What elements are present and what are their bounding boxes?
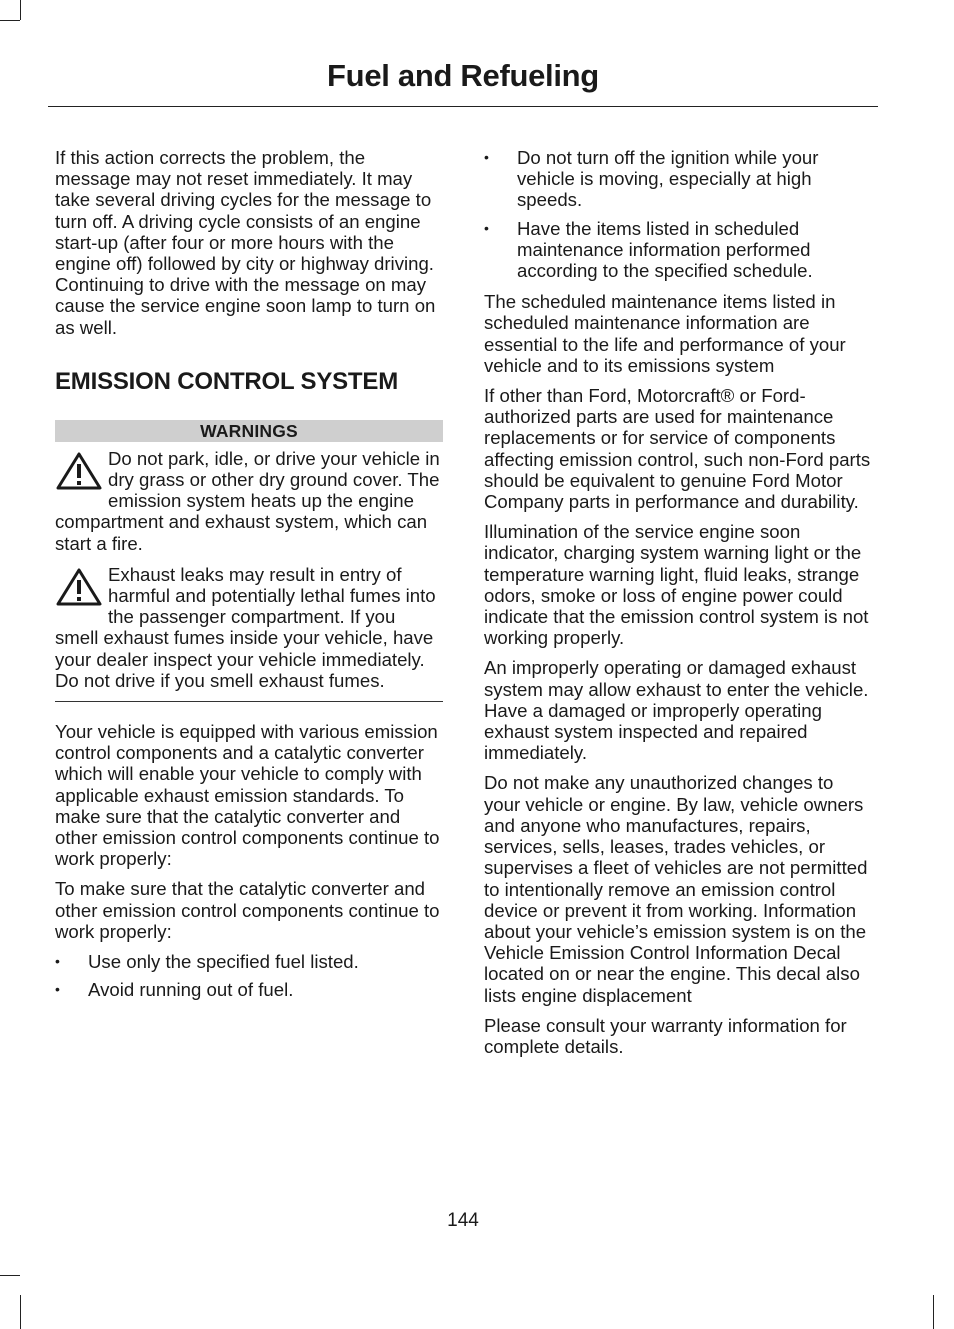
section-heading: EMISSION CONTROL SYSTEM — [55, 367, 398, 395]
list-item — [484, 147, 874, 211]
bullet-icon: • — [484, 219, 489, 236]
bullet-icon: • — [55, 953, 60, 970]
crop-mark — [0, 20, 20, 21]
crop-mark — [933, 1295, 934, 1329]
crop-mark — [20, 1295, 21, 1329]
warning-triangle-icon — [55, 567, 103, 607]
right-column — [484, 147, 874, 1066]
body-paragraph: An improperly operating or damaged exhaust system may allow exhaust to enter the vehicle. Have a damaged or improperly operating exhaust system inspected and repaired immediately. — [484, 657, 869, 764]
list-item — [484, 218, 874, 282]
list-item-text: Use only the specified fuel listed. — [88, 951, 359, 973]
bullet-list — [55, 951, 443, 1000]
body-paragraph: The scheduled maintenance items listed in scheduled maintenance information are essential to the life and performance of your vehicle and to its emissions system — [484, 291, 846, 376]
title-divider — [48, 106, 878, 107]
list-item-text: Do not turn off the ignition while your vehicle is moving, especially at high speeds. — [517, 147, 819, 211]
body-paragraph: To make sure that the catalytic converter and other emission control components continue to work properly: — [55, 878, 440, 942]
crop-mark — [0, 1275, 20, 1276]
page-number: 144 — [447, 1210, 479, 1231]
warning-block — [55, 448, 443, 554]
bullet-icon: • — [55, 981, 60, 998]
body-paragraph: Do not make any unauthorized changes to your vehicle or engine. By law, vehicle owners and anyone who manufactures, repairs, services, sells, leases, trades vehicles, or supervises a fleet of vehicles are not permitted to intentionally remove an emission control device or prevent it from working. Information about your vehicle’s emission system is on the Vehicle Emission Control Information Decal located on or near the engine. This decal also lists engine displacement — [484, 772, 868, 1006]
list-item — [55, 951, 443, 972]
body-paragraph: If other than Ford, Motorcraft® or Ford-authorized parts are used for maintenance replacements or for service of components affecting emission control, such non-Ford parts should be equivalent to genuine Ford Motor Company parts in performance and durability. — [484, 385, 871, 513]
warnings-header: WARNINGS — [55, 420, 443, 442]
left-column — [55, 147, 443, 1011]
intro-paragraph: If this action corrects the problem, the message may not reset immediately. It may take several driving cycles for the message to turn off. A driving cycle consists of an engine start-up (after four or more hours with the engine off) followed by city or highway driving. Continuing to drive with the message on may cause the service engine soon lamp to turn on as well. — [55, 147, 436, 338]
bullet-list — [484, 147, 874, 281]
bullet-icon: • — [484, 149, 489, 165]
warning-text: Do not park, idle, or drive your vehicle in dry grass or other dry ground cover. The emission system heats up the engine compartment and exhaust system, which can start a fire. — [55, 447, 440, 554]
warning-text: Exhaust leaks may result in entry of harmful and potentially lethal fumes into the passenger compartment. If you smell exhaust fumes inside your vehicle, have your dealer inspect your vehicle immediately. Do not drive if you smell exhaust fumes. — [55, 563, 436, 691]
body-paragraph: Illumination of the service engine soon indicator, charging system warning light or the temperature warning light, fluid leaks, strange odors, smoke or loss of engine power could indicate that the emission control system is not working properly. — [484, 521, 869, 649]
warnings-divider — [55, 701, 443, 702]
warning-triangle-icon — [55, 451, 103, 491]
body-paragraph: Please consult your warranty information for complete details. — [484, 1014, 847, 1057]
page-title: Fuel and Refueling — [327, 58, 599, 93]
crop-mark — [20, 0, 21, 20]
list-item-text: Have the items listed in scheduled maintenance information performed according to the specified schedule. — [517, 217, 813, 282]
list-item — [55, 979, 443, 1000]
list-item-text: Avoid running out of fuel. — [88, 979, 294, 1001]
body-paragraph: Your vehicle is equipped with various emission control components and a catalytic converter which will enable your vehicle to comply with applicable exhaust emission standards. To make sure that the catalytic converter and other emission control components continue to work properly: — [55, 721, 440, 870]
warning-block — [55, 564, 443, 691]
